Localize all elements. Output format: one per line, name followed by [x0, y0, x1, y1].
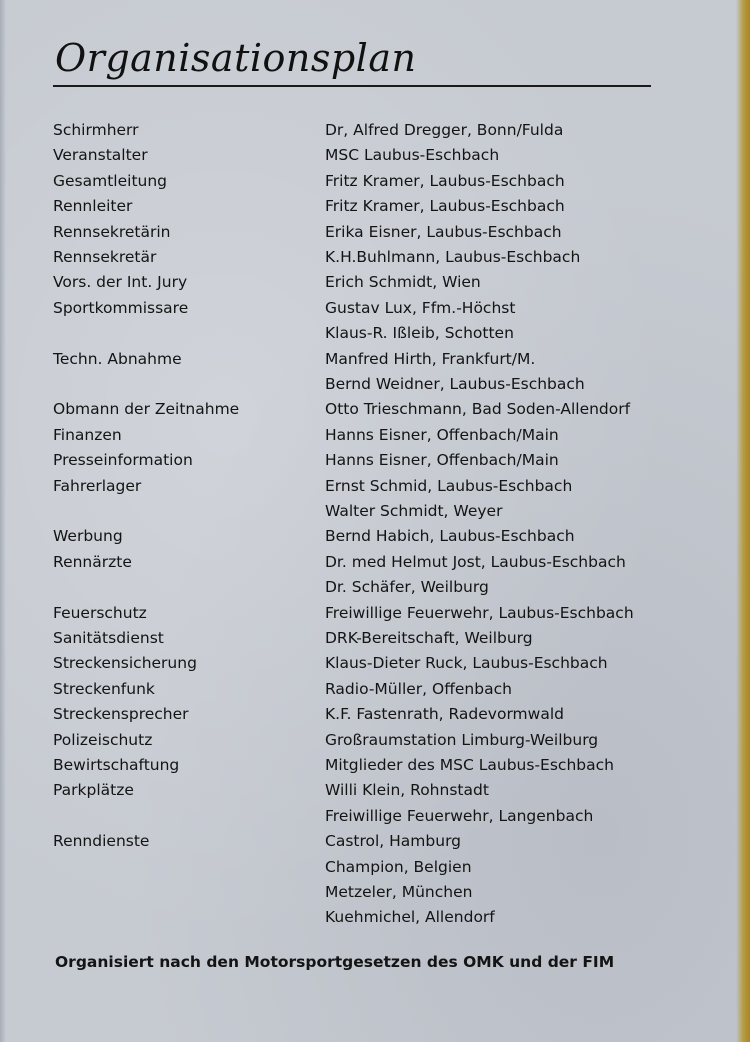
list-item — [0, 680, 750, 702]
person-value: Großraumstation Limburg-Weilburg — [325, 730, 599, 749]
list-item — [0, 654, 750, 676]
list-item — [0, 121, 750, 143]
page-title: Organisationsplan — [55, 36, 417, 80]
role-label: Streckensicherung — [53, 654, 197, 673]
role-label: Gesamtleitung — [53, 171, 168, 190]
role-label: Parkplätze — [53, 781, 134, 800]
list-item — [0, 553, 750, 575]
list-item — [0, 426, 750, 448]
list-item — [0, 807, 750, 829]
list-item — [0, 451, 750, 473]
list-item — [0, 299, 750, 321]
role-label: Sanitätsdienst — [53, 629, 164, 647]
person-value: Freiwillige Feuerwehr, Laubus-Eschbach — [325, 603, 634, 622]
list-item — [0, 324, 750, 346]
person-value: K.F. Fastenrath, Radevormwald — [325, 705, 564, 724]
role-label: Sportkommissare — [53, 298, 189, 317]
person-value: Bernd Weidner, Laubus-Eschbach — [325, 375, 585, 393]
list-item — [0, 781, 750, 803]
person-value: Castrol, Hamburg — [325, 832, 462, 851]
role-label: Presseinformation — [53, 451, 193, 470]
person-value: Freiwillige Feuerwehr, Langenbach — [325, 806, 594, 825]
person-value: Klaus-Dieter Ruck, Laubus-Eschbach — [325, 654, 608, 673]
role-label: Vors. der Int. Jury — [53, 273, 188, 292]
list-item — [0, 705, 750, 727]
person-value: Champion, Belgien — [325, 857, 472, 876]
role-label: Obmann der Zeitnahme — [53, 400, 240, 419]
person-value: Fritz Kramer, Laubus-Eschbach — [325, 197, 565, 216]
role-label: Rennärzte — [53, 552, 132, 571]
list-item — [0, 248, 750, 270]
list-item — [0, 172, 750, 194]
list-item — [0, 146, 750, 168]
role-label: Streckensprecher — [53, 705, 189, 724]
person-value: DRK-Bereitschaft, Weilburg — [325, 629, 533, 647]
person-value: Hanns Eisner, Offenbach/Main — [325, 451, 559, 470]
person-value: Manfred Hirth, Frankfurt/M. — [325, 349, 536, 368]
list-item — [0, 400, 750, 422]
person-value: Mitglieder des MSC Laubus-Eschbach — [325, 756, 614, 774]
title-underline — [53, 85, 651, 87]
list-item — [0, 273, 750, 295]
role-label: Veranstalter — [53, 146, 148, 165]
role-label: Rennleiter — [53, 197, 133, 216]
list-item — [0, 578, 750, 600]
role-label: Finanzen — [53, 425, 122, 444]
person-value: Erika Eisner, Laubus-Eschbach — [325, 222, 562, 241]
role-label: Polizeischutz — [53, 730, 153, 749]
list-item — [0, 223, 750, 245]
role-label: Schirmherr — [53, 121, 139, 139]
person-value: Gustav Lux, Ffm.-Höchst — [325, 298, 516, 317]
person-value: Dr. Schäfer, Weilburg — [325, 578, 489, 597]
person-value: K.H.Buhlmann, Laubus-Eschbach — [325, 248, 581, 266]
list-item — [0, 832, 750, 854]
list-item — [0, 731, 750, 753]
list-item — [0, 197, 750, 219]
person-value: Walter Schmidt, Weyer — [325, 502, 503, 520]
role-label: Streckenfunk — [53, 679, 155, 698]
person-value: Dr, Alfred Dregger, Bonn/Fulda — [325, 121, 564, 139]
person-value: Willi Klein, Rohnstadt — [325, 781, 489, 800]
role-label: Fahrerlager — [53, 476, 142, 495]
list-item — [0, 883, 750, 905]
list-item — [0, 604, 750, 626]
role-label: Rennsekretärin — [53, 222, 171, 241]
role-label: Techn. Abnahme — [53, 349, 182, 368]
list-item — [0, 908, 750, 930]
person-value: Fritz Kramer, Laubus-Eschbach — [325, 171, 565, 190]
list-item — [0, 375, 750, 397]
list-item — [0, 350, 750, 372]
person-value: Radio-Müller, Offenbach — [325, 679, 512, 698]
role-label: Renndienste — [53, 832, 150, 851]
list-item — [0, 477, 750, 499]
person-value: Hanns Eisner, Offenbach/Main — [325, 425, 559, 444]
role-label: Rennsekretär — [53, 248, 157, 266]
person-value: Ernst Schmid, Laubus-Eschbach — [325, 476, 573, 495]
role-label: Bewirtschaftung — [53, 756, 180, 774]
footer-note: Organisiert nach den Motorsportgesetzen des OMK und der FIM — [55, 953, 615, 971]
person-value: Dr. med Helmut Jost, Laubus-Eschbach — [325, 552, 626, 571]
role-label: Werbung — [53, 527, 123, 546]
list-item — [0, 527, 750, 549]
person-value: Metzeler, München — [325, 883, 473, 901]
list-item — [0, 858, 750, 880]
person-value: Kuehmichel, Allendorf — [325, 908, 495, 927]
list-item — [0, 756, 750, 778]
person-value: Erich Schmidt, Wien — [325, 273, 481, 292]
person-value: Otto Trieschmann, Bad Soden-Allendorf — [325, 400, 631, 419]
person-value: MSC Laubus-Eschbach — [325, 146, 500, 165]
person-value: Bernd Habich, Laubus-Eschbach — [325, 527, 575, 546]
person-value: Klaus-R. Ißleib, Schotten — [325, 324, 514, 343]
list-item — [0, 502, 750, 524]
list-item — [0, 629, 750, 651]
role-label: Feuerschutz — [53, 603, 147, 622]
